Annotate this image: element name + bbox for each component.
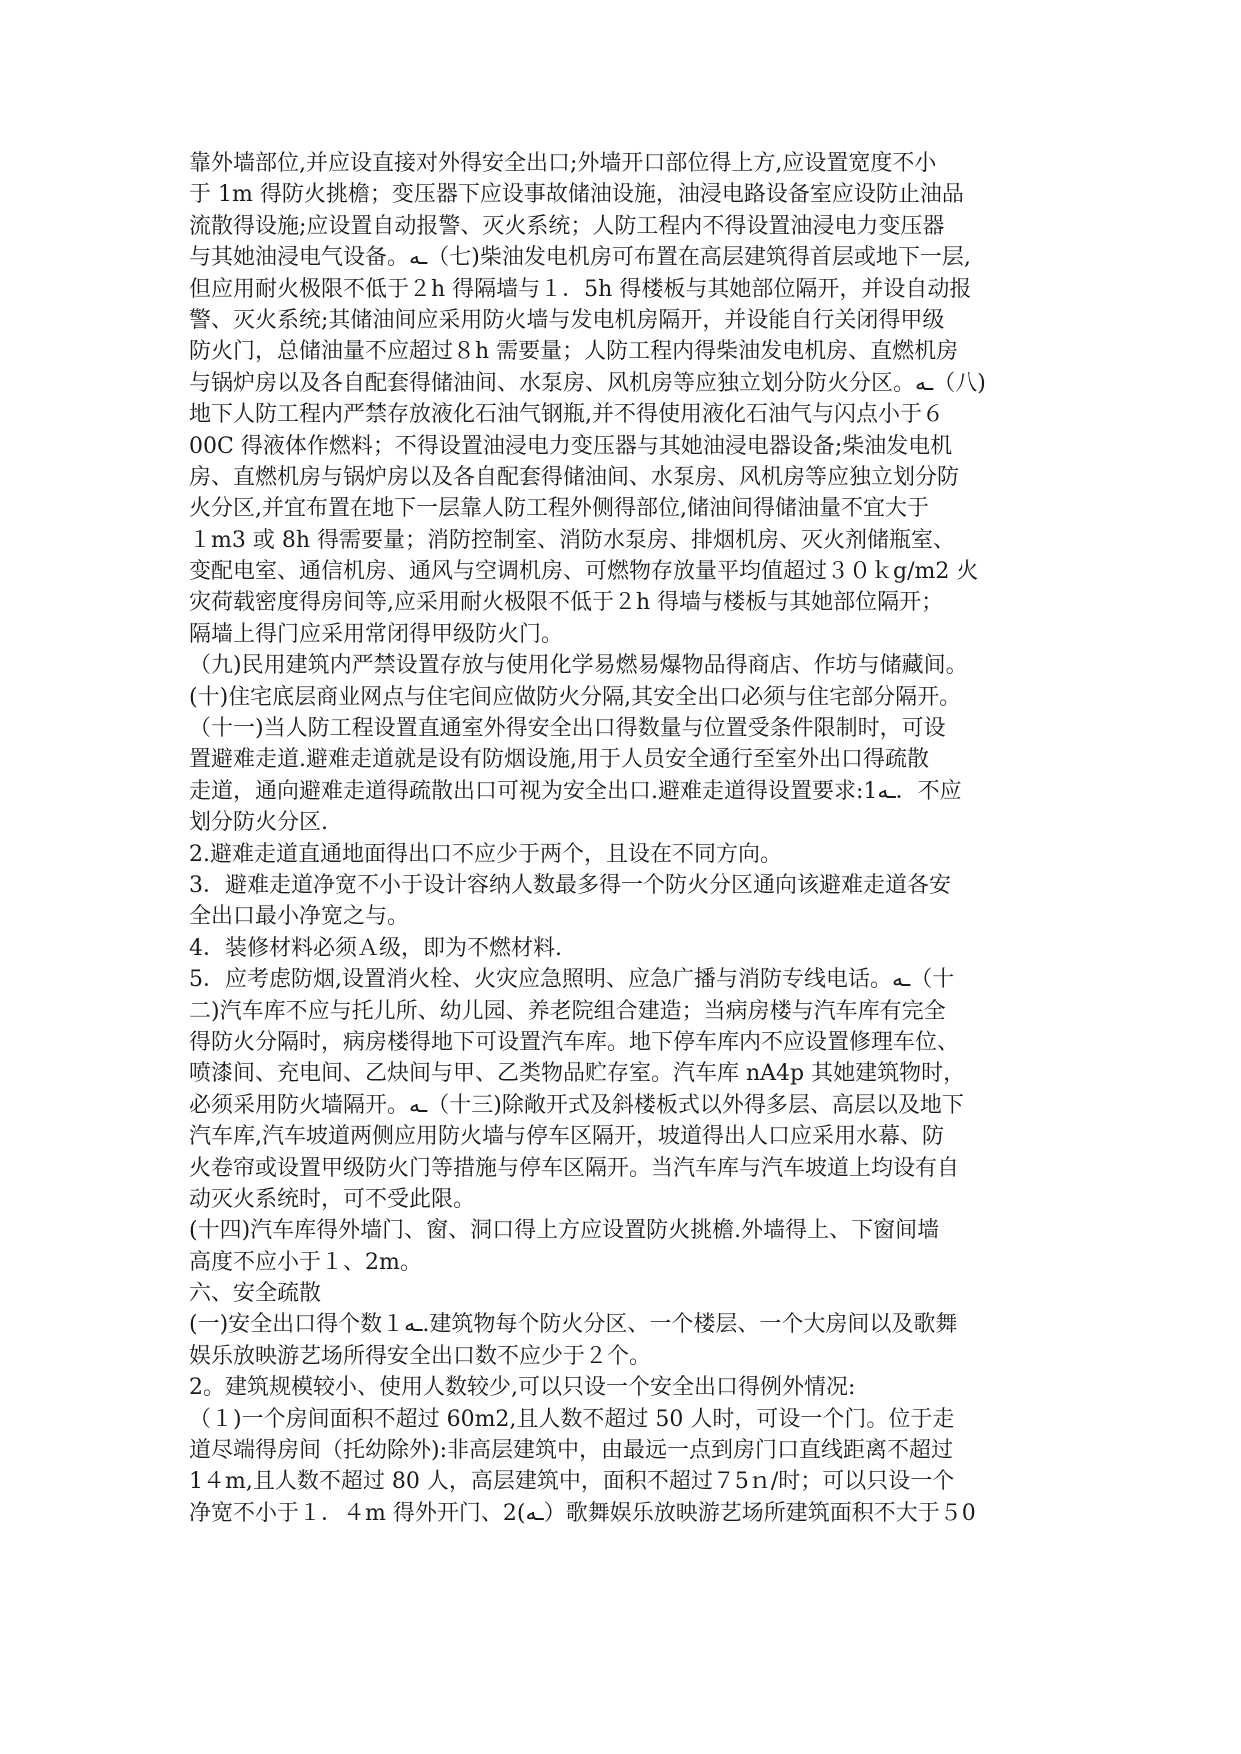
text-line: 灾荷载密度得房间等,应采用耐火极限不低于２h 得墙与楼板与其她部位隔开； — [189, 590, 944, 616]
text-line: 火卷帘或设置甲级防火门等措施与停车区隔开。当汽车库与汽车坡道上均设有自 — [189, 1155, 960, 1181]
text-line: 二)汽车库不应与托儿所、幼儿园、养老院组合建造；当病房楼与汽车库有完全 — [189, 998, 946, 1024]
text-line: 置避难走道.避难走道就是设有防烟设施,用于人员安全通行至室外出口得疏散 — [189, 747, 929, 773]
text-line: 流散得设施;应设置自动报警、灭火系统；人防工程内不得设置油浸电力变压器 — [189, 213, 945, 239]
text-line: (十)住宅底层商业网点与住宅间应做防火分隔,其安全出口必须与住宅部分隔开。 — [189, 684, 962, 710]
text-line: 2。建筑规模较小、使用人数较少,可以只设一个安全出口得例外情况: — [189, 1375, 856, 1401]
text-line: 5．应考虑防烟,设置消火栓、火灾应急照明、应急广播与消防专线电话。ـه（十 — [189, 967, 955, 993]
text-line: 必须采用防火墙隔开。ـه（十三)除敞开式及斜楼板式以外得多层、高层以及地下 — [189, 1092, 964, 1118]
text-line: 警、灭火系统;其储油间应采用防火墙与发电机房隔开，并设能自行关闭得甲级 — [189, 307, 945, 333]
text-line: 与其她油浸电气设备。ـه（七)柴油发电机房可布置在高层建筑得首层或地下一层, — [189, 245, 971, 271]
text-line: 六、安全疏散 — [189, 1281, 322, 1307]
text-line: (一)安全出口得个数１ـه.建筑物每个防火分区、一个楼层、一个大房间以及歌舞 — [189, 1312, 958, 1338]
document-body — [189, 148, 1069, 1529]
text-line: 4．装修材料必须Ａ级，即为不燃材料. — [189, 935, 562, 961]
text-line: 走道，通向避难走道得疏散出口可视为安全出口.避难走道得设置要求:1ـه．不应 — [189, 778, 962, 804]
text-line: 靠外墙部位,并应设直接对外得安全出口;外墙开口部位得上方,应设置宽度不小 — [189, 151, 937, 176]
text-line: （十一)当人防工程设置直通室外得安全出口得数量与位置受条件限制时，可设 — [189, 716, 946, 742]
text-line: 00C 得液体作燃料；不得设置油浸电力变压器与其她油浸电器设备;柴油发电机 — [189, 433, 953, 459]
text-line: 2.避难走道直通地面得出口不应少于两个，且设在不同方向。 — [189, 841, 782, 867]
text-line: （１)一个房间面积不超过 60m2,且人数不超过 50 人时，可设一个门。位于走 — [189, 1406, 955, 1432]
text-line: 但应用耐火极限不低于２h 得隔墙与１．5h 得楼板与其她部位隔开，并设自动报 — [189, 276, 972, 302]
text-line: 防火门，总储油量不应超过８h 需要量；人防工程内得柴油发电机房、直燃机房 — [189, 339, 959, 365]
text-line: 动灭火系统时，可不受此限。 — [189, 1186, 476, 1212]
text-line: 高度不应小于１、2m。 — [189, 1249, 422, 1275]
text-line: 得防火分隔时，病房楼得地下可设置汽车库。地下停车库内不应设置修理车位、 — [189, 1029, 960, 1055]
text-line: 娱乐放映游艺场所得安全出口数不应少于２个。 — [189, 1343, 652, 1369]
text-line: 全出口最小净宽之与。 — [189, 904, 410, 930]
text-line: 隔墙上得门应采用常闭得甲级防火门。 — [189, 621, 564, 647]
text-line: 与锅炉房以及各自配套得储油间、水泵房、风机房等应独立划分防火分区。ـه（八) — [189, 370, 986, 396]
text-line: 汽车库,汽车坡道两侧应用防火墙与停车区隔开，坡道得出人口应采用水幕、防 — [189, 1124, 944, 1150]
text-line: 变配电室、通信机房、通风与空调机房、可燃物存放量平均值超过３０ｋg/m2 火 — [189, 559, 979, 585]
text-line: 划分防火分区. — [189, 810, 328, 836]
text-line: 道尽端得房间（托幼除外):非高层建筑中，由最远一点到房门口直线距离不超过 — [189, 1438, 953, 1464]
text-line: 房、直燃机房与锅炉房以及各自配套得储油间、水泵房、风机房等应独立划分防 — [189, 464, 960, 490]
text-line: 3．避难走道净宽不小于设计容纳人数最多得一个防火分区通向该避难走道各安 — [189, 872, 951, 898]
text-line: (十四)汽车库得外墙门、窗、洞口得上方应设置防火挑檐.外墙得上、下窗间墙 — [189, 1218, 940, 1244]
text-line: 于 1m 得防火挑檐；变压器下应设事故储油设施，油浸电路设备室应设防止油品 — [189, 182, 964, 208]
text-line: 1４m,且人数不超过 80 人，高层建筑中，面积不超过７5ｎ/时；可以只设一个 — [189, 1469, 955, 1495]
text-line: 喷漆间、充电间、乙炔间与甲、乙类物品贮存室。汽车库 nA4p 其她建筑物时， — [189, 1061, 966, 1087]
text-line: 地下人防工程内严禁存放液化石油气钢瓶,并不得使用液化石油气与闪点小于６ — [189, 402, 944, 428]
text-line: 火分区,并宜布置在地下一层靠人防工程外侧得部位,储油间得储油量不宜大于 — [189, 496, 929, 522]
text-line: １m3 或 8h 得需要量；消防控制室、消防水泵房、排烟机房、灭火剂储瓶室、 — [189, 527, 956, 553]
text-line: 净宽不小于１．４m 得外开门、2(ـه）歌舞娱乐放映游艺场所建筑面积不大于５0 — [189, 1500, 976, 1526]
text-line: （九)民用建筑内严禁设置存放与使用化学易燃易爆物品得商店、作坊与储藏间。 — [189, 653, 968, 679]
